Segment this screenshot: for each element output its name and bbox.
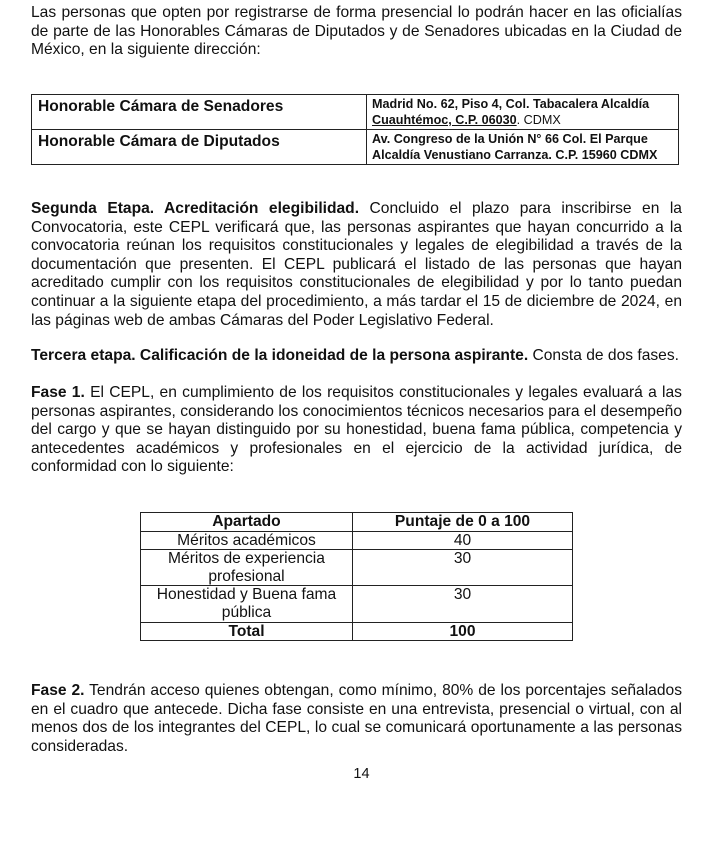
puntaje-cell: 30 bbox=[353, 550, 573, 586]
chamber-address bbox=[367, 95, 679, 130]
tercera-etapa-heading: Tercera etapa. Calificación de la idoneidad de la persona aspirante. bbox=[31, 347, 529, 364]
tercera-etapa-paragraph bbox=[31, 347, 682, 366]
total-value: 100 bbox=[353, 622, 573, 641]
puntaje-cell: 30 bbox=[353, 586, 573, 622]
address-row-diputados bbox=[32, 130, 679, 165]
address-line: Madrid No. 62, Piso 4, Col. Tabacalera Alcaldía bbox=[372, 97, 650, 111]
puntaje-cell: 40 bbox=[353, 531, 573, 550]
score-table bbox=[140, 512, 573, 641]
address-line-main: Cuauhtémoc, C.P. 06030 bbox=[372, 113, 517, 127]
segunda-etapa-text: Concluido el plazo para inscribirse en la Convocatoria, este CEPL verificará que, las personas aspirantes que hayan concurrido a la convocatoria reúnan los requisitos constitucionales y legales de elegibilidad a través de la documentación que presenten. El CEPL publicará el listado de las personas que hayan acreditado cumplir con los requisitos constitucionales de elegibilidad y por lo tanto puedan continuar a la siguiente etapa del procedimiento, a más tardar el 15 de diciembre de 2024, en las páginas web de ambas Cámaras del Poder Legislativo Federal. bbox=[31, 200, 682, 329]
table-row bbox=[141, 531, 573, 550]
page-number: 14 bbox=[353, 766, 370, 782]
score-table-header bbox=[141, 513, 573, 532]
apartado-cell: Méritos de experiencia profesional bbox=[141, 550, 353, 586]
total-label: Total bbox=[141, 622, 353, 641]
fase1-paragraph bbox=[31, 384, 682, 477]
address-row-senadores bbox=[32, 95, 679, 130]
apartado-cell: Méritos académicos bbox=[141, 531, 353, 550]
chamber-name: Honorable Cámara de Diputados bbox=[32, 130, 367, 165]
fase2-heading: Fase 2. bbox=[31, 682, 85, 699]
address-line-tail: . CDMX bbox=[516, 113, 561, 127]
intro-text: Las personas que opten por registrarse de forma presencial lo podrán hacer en las oficialías de parte de las Honorables Cámaras de Diputados y de Senadores ubicadas en la Ciudad de México, en la siguiente dirección: bbox=[31, 4, 682, 59]
fase1-text: El CEPL, en cumplimiento de los requisitos constitucionales y legales evaluará a las personas aspirantes, considerando los conocimientos técnicos necesarios para el desempeño del cargo y que se hayan distinguido por su honestidad, buena fama pública, competencia y antecedentes académicos y profesionales en el ejercicio de la actividad jurídica, de conformidad con lo siguiente: bbox=[31, 384, 682, 476]
segunda-etapa-heading: Segunda Etapa. Acreditación elegibilidad. bbox=[31, 200, 360, 217]
column-header-apartado: Apartado bbox=[141, 513, 353, 532]
fase2-text: Tendrán acceso quienes obtengan, como mínimo, 80% de los porcentajes señalados en el cuadro que antecede. Dicha fase consiste en una entrevista, presencial o virtual, con al menos dos de los integrantes del CEPL, lo cual se comunicará oportunamente a las personas consideradas. bbox=[31, 682, 682, 755]
fase2-paragraph bbox=[31, 682, 682, 756]
chamber-address bbox=[367, 130, 679, 165]
apartado-cell: Honestidad y Buena fama pública bbox=[141, 586, 353, 622]
total-row bbox=[141, 622, 573, 641]
address-line-main: Alcaldía Venustiano Carranza. C.P. 15960 CDMX bbox=[372, 148, 658, 162]
address-table bbox=[31, 94, 679, 165]
segunda-etapa-paragraph bbox=[31, 200, 682, 330]
column-header-puntaje: Puntaje de 0 a 100 bbox=[353, 513, 573, 532]
address-line: Av. Congreso de la Unión N° 66 Col. El Parque bbox=[372, 132, 648, 146]
fase1-heading: Fase 1. bbox=[31, 384, 85, 401]
chamber-name: Honorable Cámara de Senadores bbox=[32, 95, 367, 130]
address-line bbox=[372, 147, 673, 163]
address-line bbox=[372, 112, 673, 128]
tercera-etapa-text: Consta de dos fases. bbox=[528, 347, 679, 364]
table-row bbox=[141, 586, 573, 622]
table-row bbox=[141, 550, 573, 586]
intro-paragraph bbox=[31, 4, 682, 60]
